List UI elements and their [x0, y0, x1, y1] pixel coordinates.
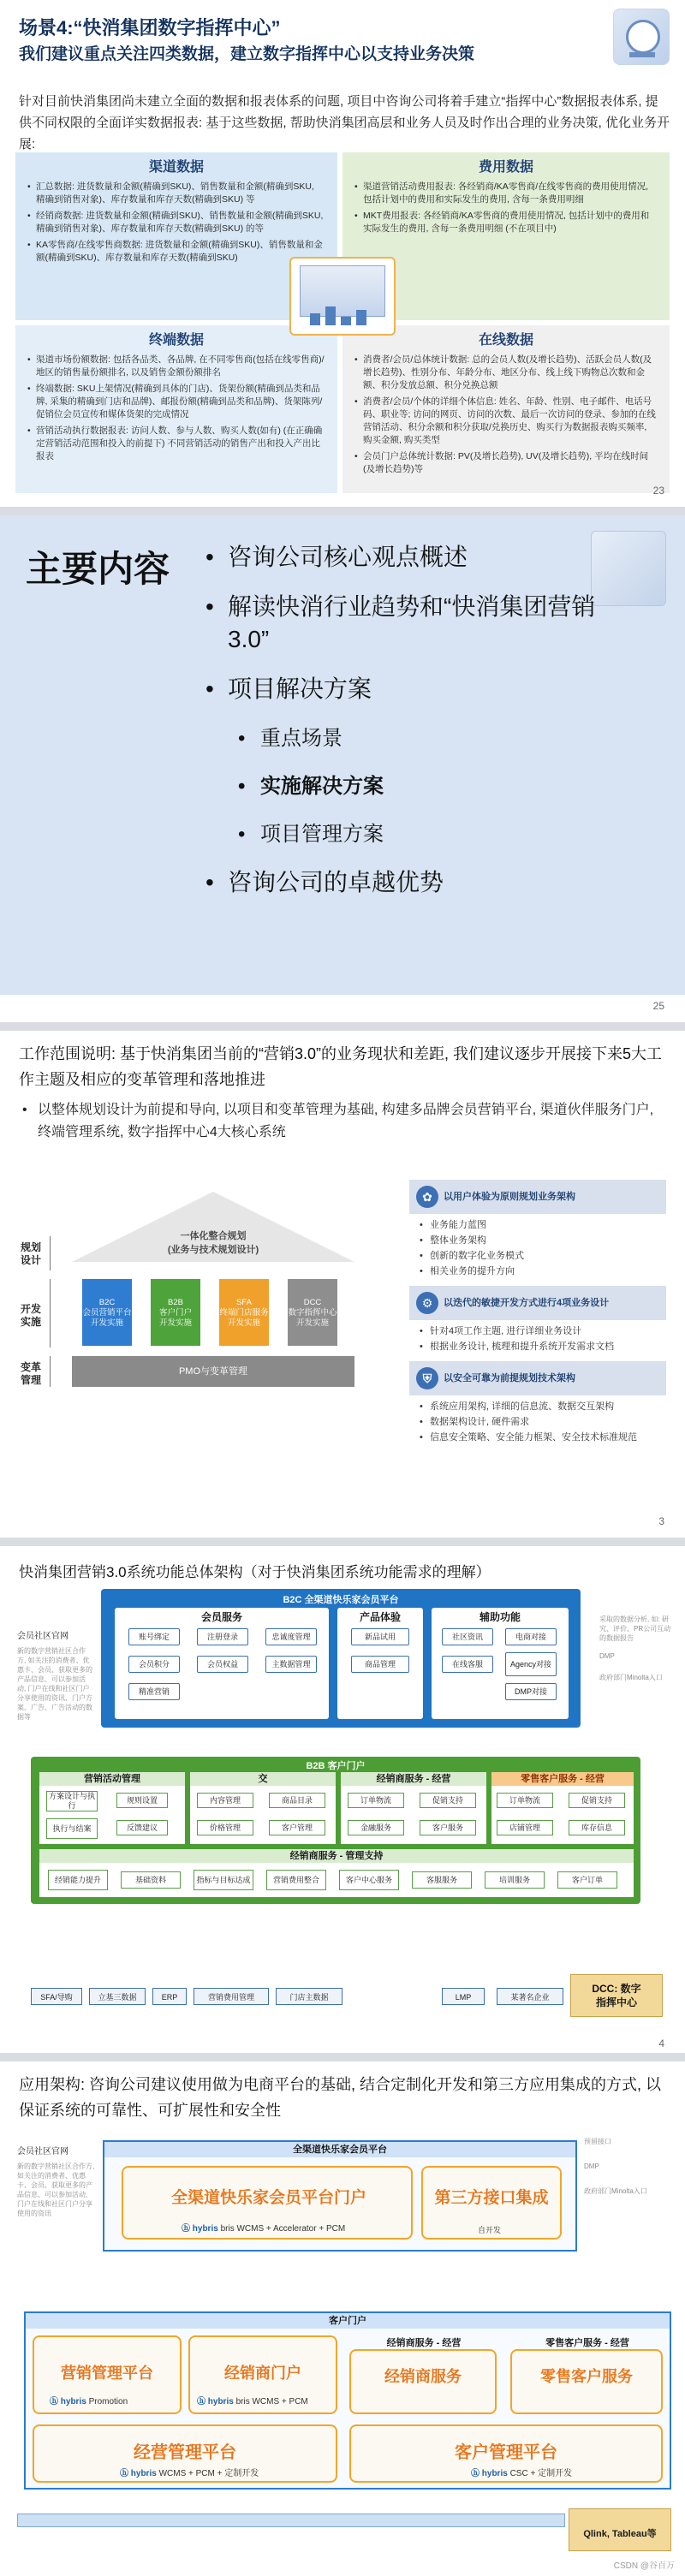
dcc-box: DCC: 数字 指挥中心	[570, 1974, 663, 2017]
block-item: • 业务能力蓝图	[420, 1217, 666, 1233]
flower-icon: ✿	[416, 1186, 438, 1208]
page-number: 3	[658, 1515, 664, 1527]
gear-icon: ⚙	[416, 1292, 438, 1314]
slide-system-architecture	[0, 1546, 685, 2053]
chip: 金融服务	[348, 1820, 404, 1835]
shield-icon: ⛨	[416, 1367, 438, 1389]
chip: 会员权益	[197, 1656, 248, 1673]
chip: 注册登录	[197, 1628, 248, 1645]
right-note: DMP	[599, 1652, 615, 1660]
block-item: • 针对4项工作主题, 进行详细业务设计	[420, 1324, 666, 1339]
chip: 指标与目标达成	[194, 1870, 253, 1890]
customer-label: 客户管理平台	[455, 2443, 557, 2462]
chip: 库存信息	[569, 1820, 625, 1835]
group-title: 交	[190, 1772, 336, 1786]
system-store-master: 门店主数据	[276, 1988, 342, 2005]
contents-item: • 咨询公司核心观点概述	[206, 541, 608, 574]
community-note: 新的数字营销社区合作方, 如关注的消费者、优惠卡、会员、获取更多的产品信息、可以参加活动, 门户在线和社区门户分享使用的资讯、门户方案、广告、广告活动的数据等	[17, 1647, 92, 1721]
hybris-stack: ⓗ hybris bris WCMS + PCM	[197, 2397, 308, 2406]
cost-data-title: 费用数据	[478, 160, 533, 175]
chip: DMP对接	[505, 1683, 557, 1700]
chip: 客户中心服务	[339, 1870, 399, 1890]
right-note: 预留接口	[584, 2138, 611, 2145]
chip: 订单物流	[497, 1793, 553, 1808]
chip: 订单物流	[348, 1793, 404, 1808]
pillar-b2c: B2C 会员营销平台 开发实施	[82, 1279, 132, 1346]
scope-bullet: • 以整体规划设计为前提和导向, 以项目和变革管理为基础, 构建多品牌会员营销平台, 渠道伙伴服务门户, 终端管理系统, 数字指挥中心4大核心系统	[38, 1099, 654, 1144]
block-agile-design	[409, 1286, 666, 1356]
left-notes	[17, 1632, 94, 1722]
channel-data-title: 渠道数据	[148, 160, 204, 175]
system-lmp: LMP	[442, 1988, 485, 2005]
b2c-title: B2C 全渠道快乐家会员平台	[283, 1595, 399, 1605]
chip: 方案设计与执行	[46, 1791, 98, 1812]
block-business-architecture	[409, 1180, 666, 1281]
block-item: • 相关业务的提升方向	[420, 1264, 666, 1279]
contents-subitem: • 重点场景	[238, 723, 608, 755]
terminal-data-title: 终端数据	[148, 333, 204, 348]
online-item: • 消费者/会员/个体的详细个体信息: 姓名、年龄、性别、电子邮件、电话号码、职业等; 访问的网页、访问的次数、最后一次访问的登录、参加的在线营销活动、积分余额和积分获取/兑换历史、购买行为数据报表购买频率, 购买金额, 购买类型	[354, 396, 658, 447]
chip: 客户管理	[269, 1820, 325, 1835]
dashboard-screen-icon	[289, 257, 396, 336]
self-dev-label: 自开发	[478, 2226, 502, 2234]
channel-item: • 汇总数据: 进货数量和金额(精确到SKU)、销售数量和金额(精确到SKU, 精确到销售对象)、库存数量和库存天数(精确到SKU) 等	[27, 181, 325, 206]
chip: 反馈建议	[116, 1820, 168, 1835]
roof-label: 一体化整合规划 (业务与技术规划设计)	[167, 1231, 259, 1255]
chip: 商品目录	[269, 1793, 325, 1808]
dealer-service-label: 经销商服务	[384, 2368, 462, 2385]
right-notes	[584, 2137, 670, 2196]
chip: 客服服务	[412, 1871, 472, 1889]
hybris-stack: ⓗ hybris CSC + 定制开发	[471, 2469, 573, 2478]
chip: 新品试用	[351, 1628, 409, 1645]
dealer-portal-label: 经销商门户	[224, 2365, 301, 2382]
group-title: 营销活动管理	[39, 1772, 185, 1786]
chip: 忠诚度管理	[265, 1628, 317, 1645]
chip: 客户服务	[420, 1820, 476, 1835]
scope-blocks	[409, 1180, 666, 1452]
right-notes	[599, 1615, 673, 1682]
bi-tools-label: Qlink, Tableau等	[583, 2529, 657, 2539]
house-base: PMO与变革管理	[72, 1356, 354, 1387]
right-note: DMP	[584, 2163, 599, 2170]
portal-label: 全渠道快乐家会员平台门户	[170, 2189, 366, 2207]
pillar-b2b: B2B 客户门户 开发实施	[151, 1279, 200, 1346]
cost-item: • MKT费用报表: 各经销商/KA零售商的费用使用情况, 包括计划中的费用和实际发生的费用, 含每一条费用明细 (不在项目中)	[354, 210, 658, 235]
community-label: 会员社区官网	[17, 2147, 68, 2157]
customer-portal	[24, 2311, 671, 2490]
contents-list	[206, 541, 608, 916]
page-number: 23	[652, 485, 664, 497]
chip: 社区资讯	[442, 1628, 493, 1645]
group-trade	[190, 1772, 336, 1844]
platform-title: 全渠道快乐家会员平台	[104, 2142, 575, 2157]
right-note: 采取的数据分析, 如: 研究、评价、PR公司互动的数据报告	[599, 1615, 671, 1642]
slide-application-architecture	[0, 2061, 685, 2576]
block-item: • 根据业务设计, 梳理和提升系统开发需求文档	[420, 1339, 666, 1354]
b2c-platform	[101, 1589, 581, 1728]
system-expense: 营销费用管理	[194, 1988, 269, 2005]
group-retail-ops	[491, 1772, 634, 1844]
watermark: CSDN @谷百万	[613, 2561, 675, 2571]
group-auxiliary	[432, 1608, 569, 1719]
community-note: 新的数字营销社区合作方, 如关注的消费者、优惠卡、会员、获取更多的产品信息、可以参加活动, 门户在线和社区门户分享使用的资讯	[17, 2163, 95, 2217]
contents-subitem: • 项目管理方案	[238, 818, 608, 851]
block-item: • 整体业务架构	[420, 1233, 666, 1248]
chip: Agency对接	[505, 1652, 557, 1676]
system-other: 某著名企业	[497, 1988, 563, 2005]
slide-title: 工作范围说明: 基于快消集团当前的“营销3.0”的业务现状和差距, 我们建议逐步开展接下来5大工作主题及相应的变革管理和落地推进	[19, 1045, 663, 1088]
retail-service-label: 零售客户服务	[540, 2368, 633, 2385]
chip: 培训服务	[485, 1871, 545, 1889]
caption: 零售客户服务 - 经营	[545, 2338, 629, 2348]
page-number: 25	[652, 1000, 664, 1012]
chip: 账号绑定	[128, 1628, 180, 1645]
chip: 客户订单	[557, 1871, 617, 1889]
portal-title: 客户门户	[26, 2313, 670, 2329]
hybris-stack: ⓗ hybris WCMS + PCM + 定制开发	[120, 2469, 259, 2478]
chip: 营销费用整合	[266, 1870, 326, 1890]
left-notes	[17, 2147, 96, 2218]
chip: 电商对接	[505, 1628, 557, 1645]
chip: 促销支持	[569, 1793, 625, 1808]
block-item: • 创新的数字化业务模式	[420, 1248, 666, 1264]
bi-tools-box	[569, 2508, 671, 2551]
channel-item: • KA零售商/在线零售商数据: 进货数量和金额(精确到SKU)、销售数量和金额(精确到SKU)、库存数量和库存天数(精确到SKU)	[27, 239, 325, 265]
group-product-experience	[337, 1608, 423, 1719]
chip: 主数据管理	[265, 1656, 317, 1673]
marketing-label: 营销管理平台	[61, 2365, 153, 2382]
community-label: 会员社区官网	[17, 1632, 68, 1641]
block-item: • 信息安全策略、安全能力框架、安全技术标准规范	[420, 1430, 666, 1445]
chip: 基础资料	[121, 1871, 181, 1889]
block-head: 以迭代的敏捷开发方式进行4项业务设计	[444, 1298, 610, 1308]
cost-item: • 渠道营销活动费用报表: 各经销商/KA零售商/在线零售商的费用使用情况, 包括计划中的费用和实际发生的费用, 含每一条费用明细	[354, 181, 658, 206]
block-head: 以用户体验为原则规划业务架构	[444, 1192, 575, 1202]
chip: 店铺管理	[497, 1820, 553, 1835]
consulting-logo-icon	[613, 9, 670, 65]
terminal-item: • 终端数据: SKU上架情况(精确到具体的门店)、货架份额(精确到品类和品牌, 采集的精确到门店和品牌)、邮报份额(精确到品类和品牌)、货架陈列/促销位会员宣传和媒体货架的完成情况	[27, 383, 325, 421]
group-title: 经销商服务 - 管理支持	[39, 1849, 634, 1863]
chip: 内容管理	[197, 1793, 253, 1808]
chip: 经销能力提升	[48, 1870, 108, 1890]
contents-title: 主要内容	[26, 549, 170, 589]
integration-label: 第三方接口集成	[434, 2189, 549, 2207]
group-title: 产品体验	[359, 1611, 401, 1623]
chip: 价格管理	[197, 1820, 253, 1835]
chip: 精准营销	[128, 1683, 180, 1700]
contents-item: • 解读快消行业趋势和“快消集团营销3.0”	[206, 591, 608, 656]
block-head: 以安全可靠为前提规划技术架构	[444, 1373, 575, 1383]
online-item: • 会员门户总体统计数据: PV(及增长趋势), UV(及增长趋势), 平均在线时间(及增长趋势)等	[354, 450, 658, 476]
slide-title: 应用架构: 咨询公司建议使用做为电商平台的基础, 结合定制化开发和第三方应用集成的方式, 以保证系统的可靠性、可扩展性和安全性	[19, 2076, 662, 2119]
group-member-service	[115, 1608, 329, 1719]
group-title: 会员服务	[200, 1611, 242, 1623]
system-data: 立基三数据	[89, 1988, 146, 2005]
terminal-item: • 营销活动执行数据报表: 访问人数、参与人数、购买人数(如有) (在正确确定营销活动范围和投入的前提下) 不同营销活动的销售产出和投入产出比报表	[27, 425, 325, 463]
chip: 规则设置	[116, 1793, 168, 1808]
system-sfa: SFA/导购	[31, 1988, 82, 2005]
system-erp: ERP	[152, 1988, 187, 2005]
online-data-quadrant	[342, 325, 670, 493]
hybris-stack: ⓗ hybris bris WCMS + Accelerator + PCM	[182, 2224, 346, 2234]
group-title: 零售客户服务 - 经营	[491, 1772, 634, 1786]
b2b-portal	[31, 1757, 640, 1904]
terminal-data-quadrant	[15, 325, 337, 493]
right-note: 政府部门Minolta入口	[584, 2187, 647, 2195]
right-note: 政府部门Minolta入口	[599, 1674, 663, 1681]
caption: 经销商服务 - 经营	[386, 2338, 462, 2348]
slide-title: 快消集团营销3.0系统功能总体架构（对于快消集团系统功能需求的理解）	[19, 1564, 491, 1580]
b2b-title: B2B 客户门户	[306, 1761, 366, 1771]
group-title: 辅助功能	[479, 1611, 521, 1623]
page-number: 4	[658, 2038, 664, 2049]
group-campaign	[39, 1772, 185, 1844]
chip: 会员积分	[128, 1656, 180, 1673]
pillar-dcc: DCC 数字指挥中心 开发实施	[288, 1279, 337, 1346]
terminal-item: • 渠道市场份额数据: 包括各品类、各品牌, 在不同零售商(包括在线零售商)/地区的销售量份额排名, 以及销售金额份额排名	[27, 354, 325, 379]
pillar-sfa: SFA 终端门店服务 开发实施	[219, 1279, 269, 1346]
member-platform	[103, 2140, 577, 2252]
group-title: 经销商服务 - 经营	[341, 1772, 486, 1786]
slide-title: 场景4:“快消集团数字指挥中心”	[19, 17, 281, 39]
slide-subtitle: 我们建议重点关注四类数据，建立数字指挥中心以支持业务决策	[19, 45, 475, 63]
slide-contents	[0, 515, 685, 1022]
ops-label: 经营管理平台	[134, 2443, 236, 2462]
channel-item: • 经销商数据: 进货数量和金额(精确到SKU)、销售数量和金额(精确到SKU, 精确到销售对象)、库存数量和库存天数(精确到SKU) 的等	[27, 210, 325, 235]
footer-bar	[17, 2514, 565, 2527]
label-change: 变革管理	[21, 1361, 42, 1386]
block-item: • 数据架构设计, 硬件需求	[420, 1414, 666, 1430]
label-plan: 规划设计	[21, 1241, 42, 1266]
contents-subitem-current: • 实施解决方案	[238, 770, 608, 803]
online-data-title: 在线数据	[478, 333, 533, 348]
contents-item: • 咨询公司的卓越优势	[206, 866, 608, 899]
contents-item: • 项目解决方案	[206, 673, 608, 705]
chip: 在线客服	[442, 1656, 493, 1673]
intro-paragraph: 针对目前快消集团尚未建立全面的数据和报表体系的问题, 项目中咨询公司将着手建立“指挥中心”数据报表体系, 提供不同权限的全面详实数据报表: 基于这些数据, 帮助快消集团高层和业务人员及时作出合理的业务决策, 优化业务开展:	[19, 94, 670, 152]
chip: 促销支持	[420, 1793, 476, 1808]
block-item: • 系统应用架构, 详细的信息流、数据交互架构	[420, 1399, 666, 1414]
group-dealer-mgmt	[39, 1849, 634, 1897]
chip: 执行与结案	[46, 1818, 98, 1839]
online-item: • 消费者/会员/总体统计数据: 总的会员人数(及增长趋势)、活跃会员人数(及增长趋势)、性别分布、年龄分布、地区分布、线上线下购物总次数和金额、积分发放总额、积分兑换总额	[354, 354, 658, 392]
chip: 商品管理	[351, 1656, 409, 1673]
hybris-stack: ⓗ hybris Promotion	[50, 2397, 128, 2406]
group-dealer-ops	[341, 1772, 486, 1844]
label-dev: 开发实施	[21, 1303, 42, 1328]
slide-digital-command-center	[0, 0, 685, 507]
slide-work-scope	[0, 1031, 685, 1538]
block-tech-architecture	[409, 1361, 666, 1447]
